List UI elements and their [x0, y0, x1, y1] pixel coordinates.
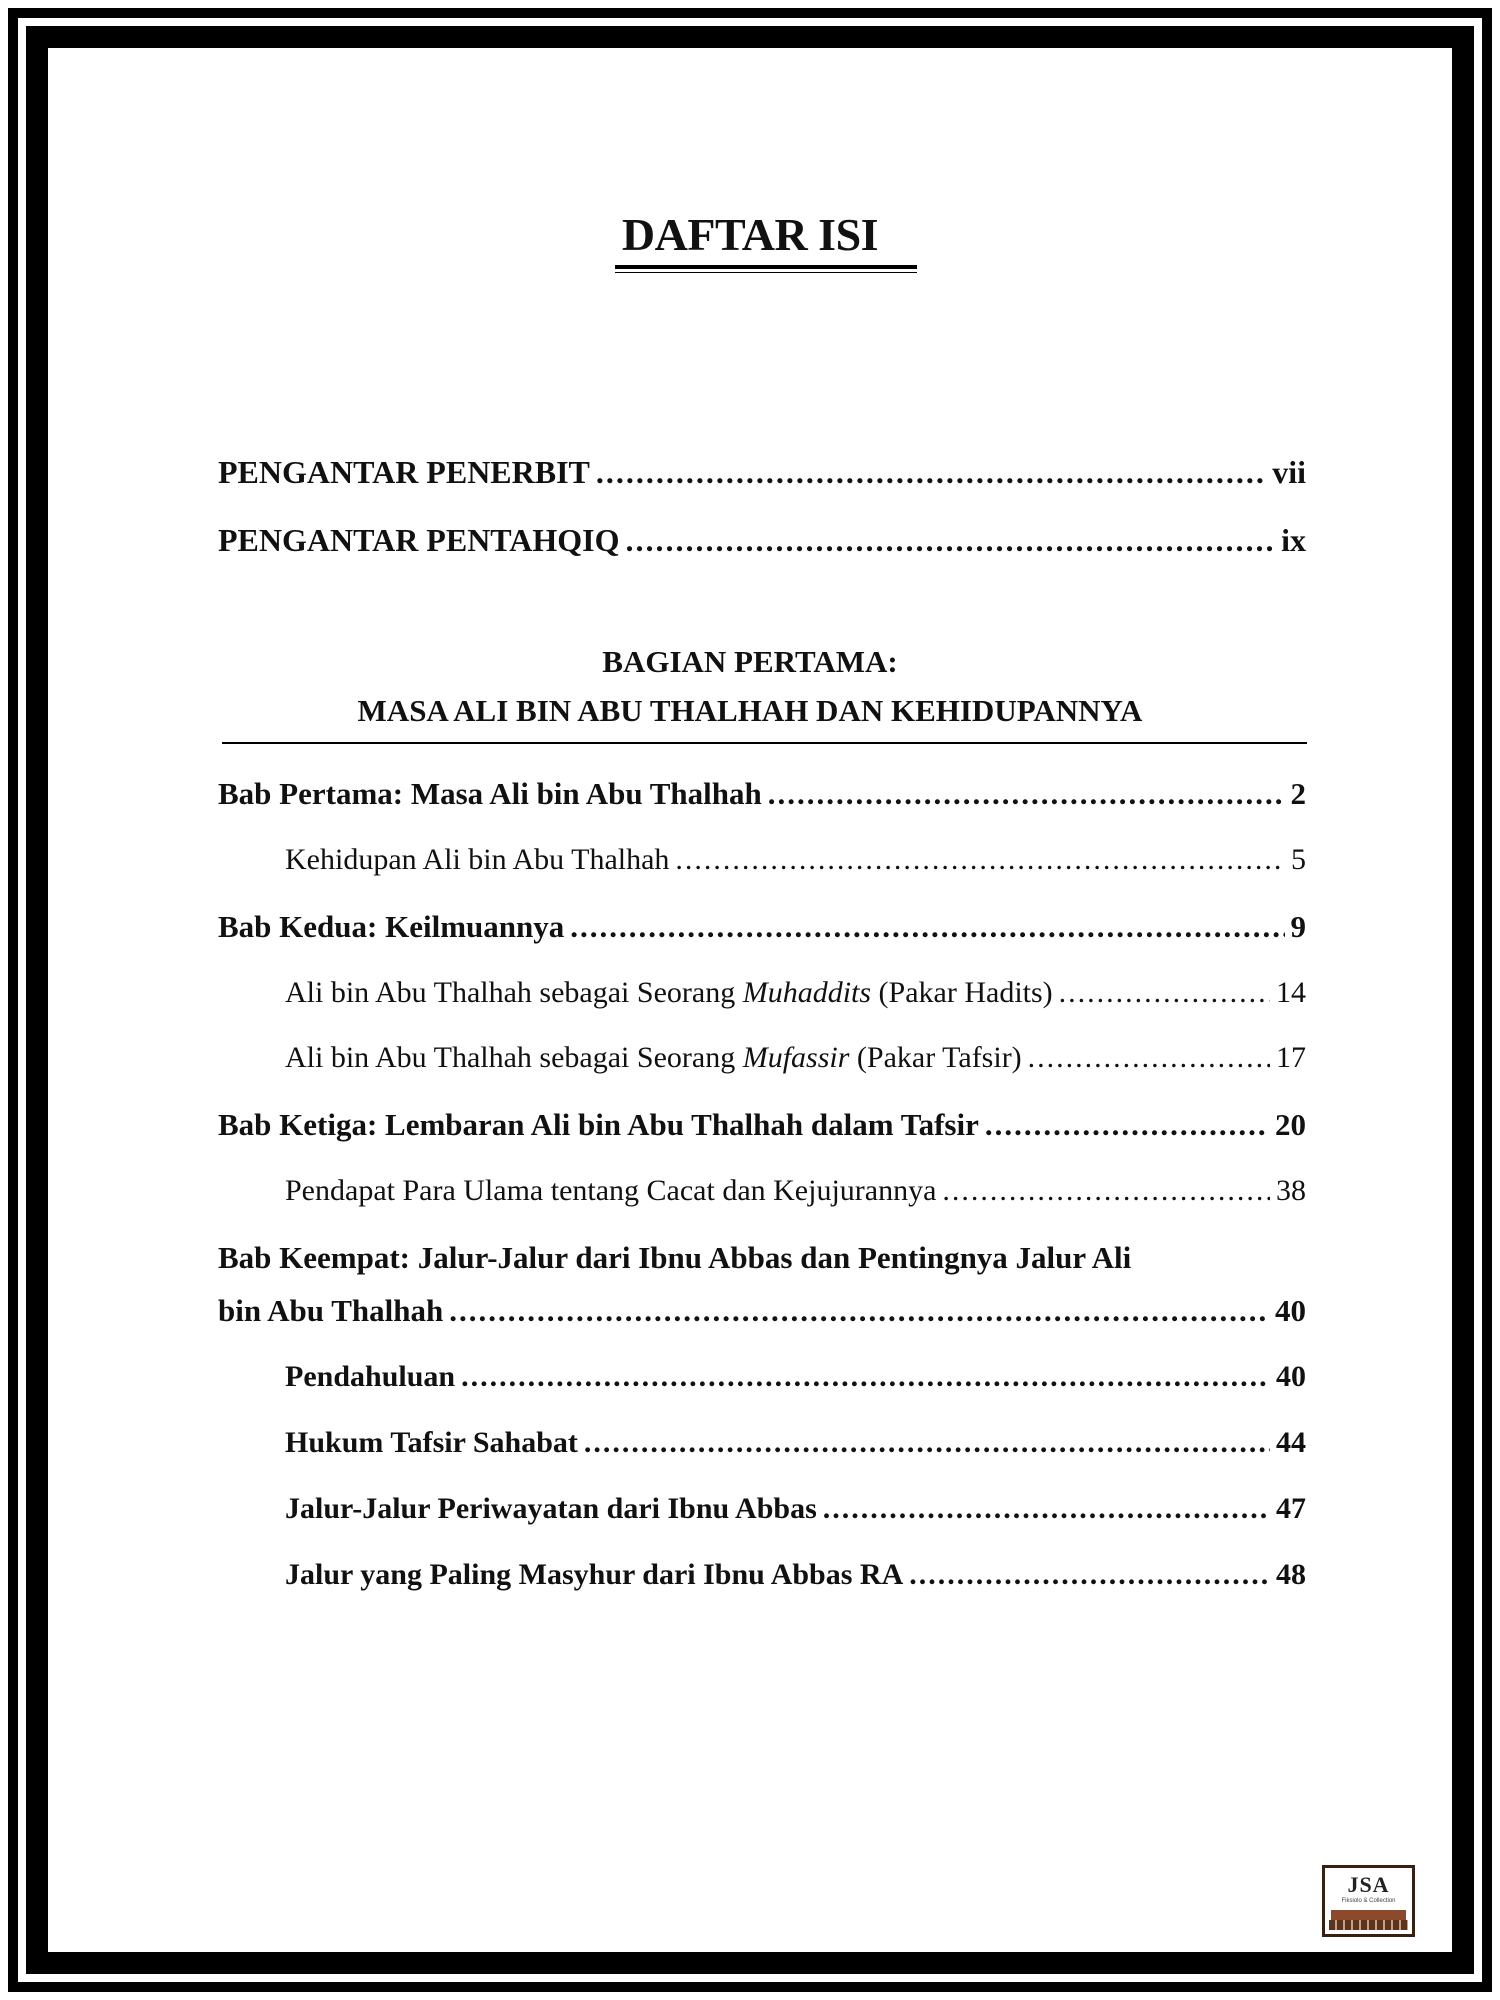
dot-leader: [449, 1293, 1269, 1329]
dot-leader: [1028, 1041, 1270, 1075]
toc-entry-mufassir[interactable]: Ali bin Abu Thalhah sebagai Seorang Mufassir (Pakar Tafsir) ..... 17: [285, 1041, 1306, 1075]
logo-screen-bar: [1331, 1910, 1406, 1920]
part-heading-line1: BAGIAN PERTAMA:: [602, 644, 898, 679]
toc-entry-bab-keempat-line1[interactable]: Bab Keempat: Jalur-Jalur dari Ibnu Abbas dan Pentingnya Jalur Ali: [218, 1240, 1132, 1275]
title-underline-thin: [615, 272, 917, 273]
toc-entry-hukum-tafsir[interactable]: Hukum Tafsir Sahabat ..... 44: [285, 1426, 1306, 1460]
dot-leader: [909, 1558, 1270, 1592]
dot-leader: [584, 1426, 1270, 1460]
title-underline: [615, 265, 917, 269]
dot-leader: [596, 454, 1266, 491]
part-heading-line2: MASA ALI BIN ABU THALHAH DAN KEHIDUPANNYA: [357, 693, 1143, 728]
dot-leader: [823, 1492, 1270, 1526]
dot-leader: [768, 776, 1285, 812]
page-title: DAFTAR ISI: [621, 209, 879, 260]
dot-leader: [942, 1174, 1270, 1208]
toc-entry-jalur-masyhur[interactable]: Jalur yang Paling Masyhur dari Ibnu Abbas RA ..... 48: [285, 1558, 1306, 1592]
logo-keyboard-icon: [1329, 1920, 1408, 1930]
dot-leader: [675, 843, 1285, 877]
toc-entry-bab-pertama[interactable]: Bab Pertama: Masa Ali bin Abu Thalhah ..... 2: [218, 776, 1306, 812]
toc-entry-pengantar-pentahqiq[interactable]: PENGANTAR PENTAHQIQ ..... ix: [218, 522, 1306, 559]
toc-entry-kehidupan[interactable]: Kehidupan Ali bin Abu Thalhah ..... 5: [285, 843, 1306, 877]
dot-leader: [570, 909, 1284, 945]
dot-leader: [461, 1360, 1270, 1394]
toc-entry-pendahuluan[interactable]: Pendahuluan ..... 40: [285, 1360, 1306, 1394]
part-divider: [222, 742, 1307, 744]
toc-entry-pengantar-penerbit[interactable]: PENGANTAR PENERBIT ..... vii: [218, 454, 1306, 491]
toc-entry-pendapat-ulama[interactable]: Pendapat Para Ulama tentang Cacat dan Kejujurannya ..... 38: [285, 1174, 1306, 1208]
toc-entry-bab-ketiga[interactable]: Bab Ketiga: Lembaran Ali bin Abu Thalhah dalam Tafsir ..... 20: [218, 1107, 1306, 1143]
dot-leader: [985, 1107, 1269, 1143]
dot-leader: [1059, 976, 1270, 1010]
toc-entry-muhaddits[interactable]: Ali bin Abu Thalhah sebagai Seorang Muhaddits (Pakar Hadits) ..... 14: [285, 976, 1306, 1010]
toc-entry-bab-keempat[interactable]: bin Abu Thalhah ..... 40: [218, 1293, 1306, 1329]
toc-entry-bab-kedua[interactable]: Bab Kedua: Keilmuannya ..... 9: [218, 909, 1306, 945]
jsa-logo: JSA Fiksiolo & Collection: [1322, 1865, 1415, 1937]
dot-leader: [626, 522, 1276, 559]
toc-entry-jalur-periwayatan[interactable]: Jalur-Jalur Periwayatan dari Ibnu Abbas ..... 47: [285, 1492, 1306, 1526]
